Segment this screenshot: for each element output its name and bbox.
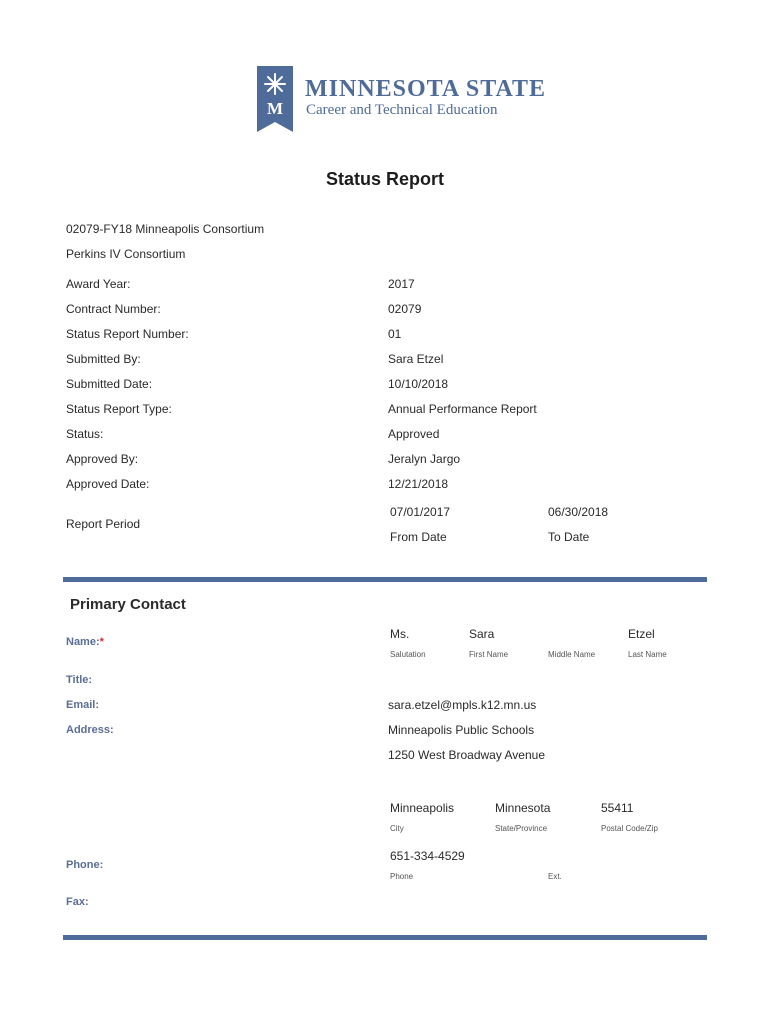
field-label: Approved Date: [66,477,150,491]
zip-caption: Postal Code/Zip [601,824,658,833]
city-caption: City [390,824,404,833]
salutation-caption: Salutation [390,650,426,659]
name-label: Name:* [66,636,104,648]
page-title: Status Report [325,169,444,189]
phone-label: Phone: [66,859,104,871]
section-divider [63,577,707,582]
to-date-caption: To Date [548,530,590,544]
first-name-value: Sara [469,627,495,641]
first-name-caption: First Name [469,650,509,659]
field-value: 12/21/2018 [388,477,449,491]
fax-label: Fax: [66,896,89,908]
section-heading: Primary Contact [70,596,186,613]
address-label: Address: [66,724,114,736]
to-date-value: 06/30/2018 [548,505,609,519]
section-divider [63,935,707,940]
consortium-name: 02079-FY18 Minneapolis Consortium [66,222,265,236]
field-label: Status Report Type: [66,402,172,416]
field-value: Sara Etzel [388,352,444,366]
field-label: Status Report Number: [66,327,189,341]
state-value: Minnesota [495,801,551,815]
email-label: Email: [66,699,100,711]
field-label: Approved By: [66,452,139,466]
consortium-type: Perkins IV Consortium [66,247,186,261]
field-label: Award Year: [66,277,131,291]
field-label: Submitted By: [66,352,141,366]
zip-value: 55411 [601,801,634,815]
state-caption: State/Province [495,824,548,833]
last-name-caption: Last Name [628,650,667,659]
middle-name-caption: Middle Name [548,650,596,659]
report-period-label: Report Period [66,517,141,531]
field-label: Contract Number: [66,302,161,316]
title-label: Title: [66,674,93,686]
city-value: Minneapolis [390,801,455,815]
phone-caption: Phone [390,872,414,881]
logo-tagline: Career and Technical Education [306,102,498,118]
field-value: Approved [388,427,440,441]
minnesota-state-logo-mark-icon [257,66,293,132]
email-value: sara.etzel@mpls.k12.mn.us [388,698,537,712]
field-label: Submitted Date: [66,377,153,391]
last-name-value: Etzel [628,627,655,641]
ext-caption: Ext. [548,872,562,881]
logo-org-name: MINNESOTA STATE [305,76,547,102]
from-date-value: 07/01/2017 [390,505,451,519]
field-value: 10/10/2018 [388,377,449,391]
field-value: 01 [388,327,402,341]
field-label: Status: [66,427,104,441]
address-line1: Minneapolis Public Schools [388,723,535,737]
field-value: Jeralyn Jargo [388,452,461,466]
salutation-value: Ms. [390,627,410,641]
field-value: 2017 [388,277,415,291]
address-line2: 1250 West Broadway Avenue [388,748,545,762]
svg-text:M: M [266,99,284,118]
required-mark: * [99,636,104,648]
phone-value: 651-334-4529 [390,849,465,863]
field-value: Annual Performance Report [388,402,537,416]
from-date-caption: From Date [390,530,447,544]
field-value: 02079 [388,302,422,316]
